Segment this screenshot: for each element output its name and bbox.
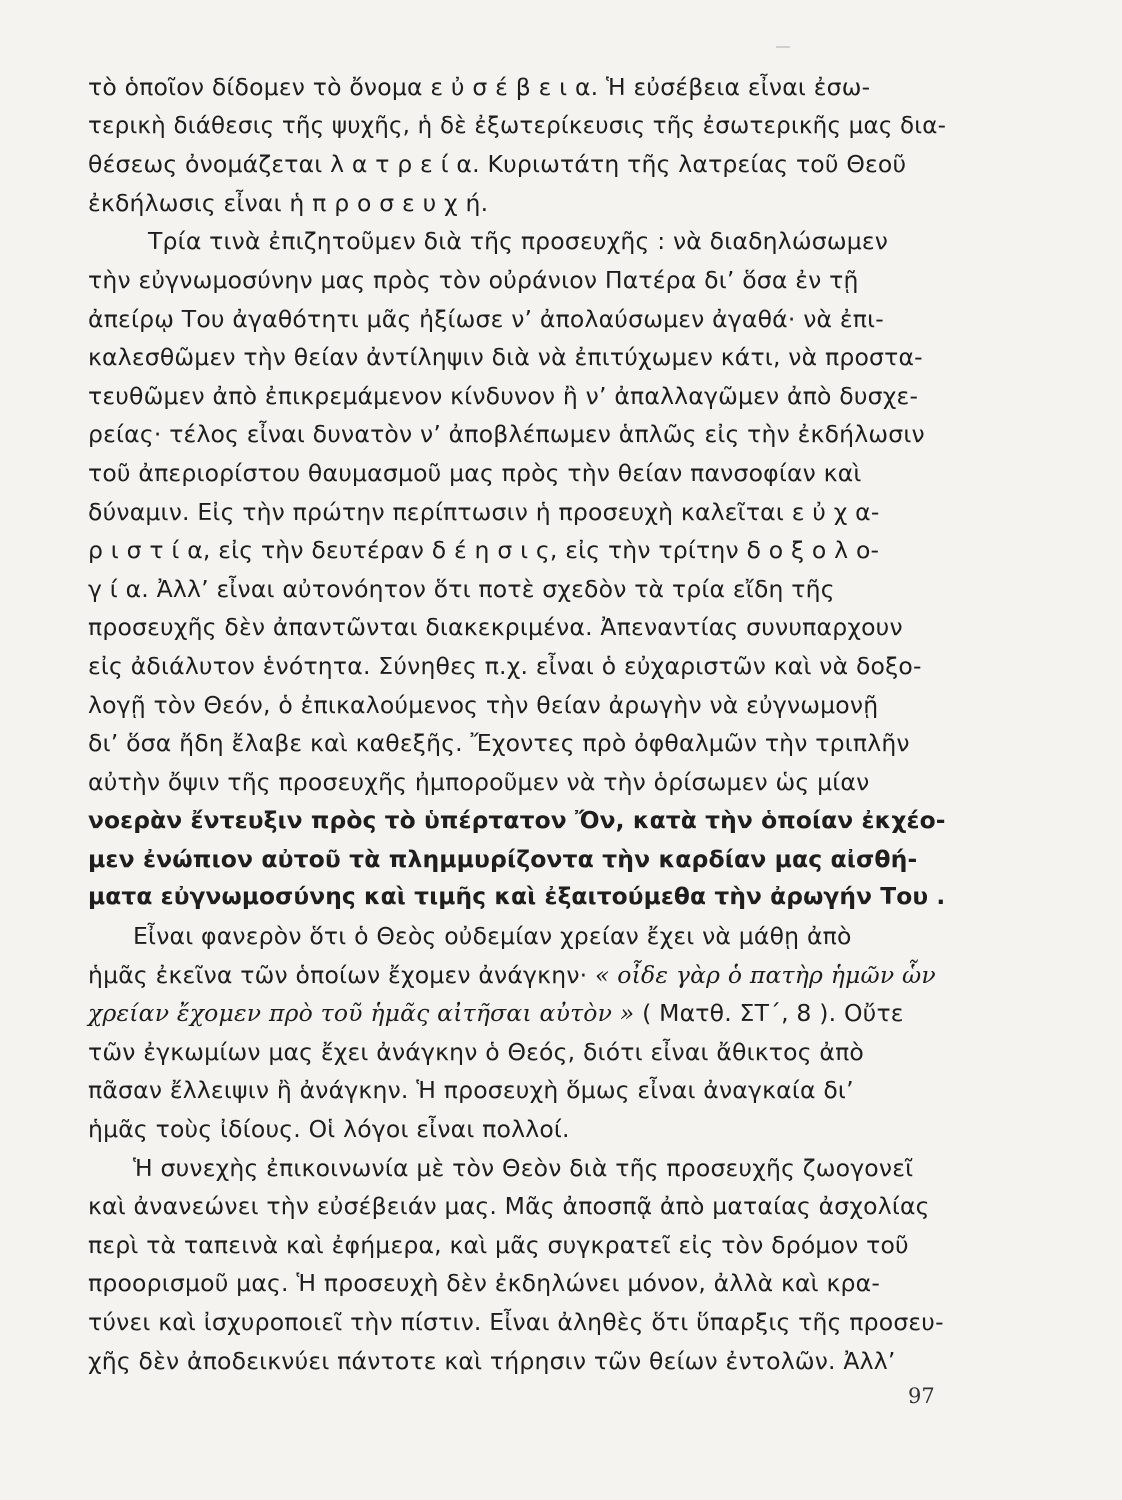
bold-text-line: ματα εὐγνωμοσύνης καὶ τιμῆς καὶ ἐξαιτούμεθα τὴν ἀρωγήν Του . [88, 883, 946, 911]
text-line: θέσεως ὀνομάζεται λ α τ ρ ε ί α. Κυριωτάτη τῆς λατρείας τοῦ Θεοῦ [88, 150, 907, 179]
text-line: χῆς δὲν ἀποδεικνύει πάντοτε καὶ τήρησιν τῶν θείων ἐντολῶν. Ἀλλ’ [88, 1346, 896, 1375]
text-line: καλεσθῶμεν τὴν θείαν ἀντίληψιν διὰ νὰ ἐπιτύχωμεν κάτι, νὰ προστα- [88, 343, 923, 372]
text-line: καὶ ἀνανεώνει τὴν εὐσέβειάν μας. Μᾶς ἀποσπᾷ ἀπὸ ματαίας ἀσχολίας [88, 1192, 930, 1221]
text-line: τὴν εὐγνωμοσύνην μας πρὸς τὸν οὐράνιον Πατέρα δι’ ὅσα ἐν τῇ [88, 265, 859, 294]
text-line: προσευχῆς δὲν ἀπαντῶνται διακεκριμένα. Ἀπεναντίας συνυπαρχουν [88, 613, 903, 642]
text-line: προορισμοῦ μας. Ἡ προσευχὴ δὲν ἐκδηλώνει μόνον, ἀλλὰ καὶ κρα- [88, 1269, 881, 1298]
text-line: τοῦ ἀπεριορίστου θαυμασμοῦ μας πρὸς τὴν θείαν πανσοφίαν καὶ [88, 458, 862, 487]
scripture-quote: « οἶδε γὰρ ὁ πατὴρ ἡμῶν ὧν [594, 960, 936, 989]
text-line: ἐκδήλωσις εἶναι ἡ π ρ ο σ ε υ χ ή. [88, 188, 489, 217]
text-line: ἡμᾶς τοὺς ἰδίους. Οἱ λόγοι εἶναι πολλοί. [88, 1115, 570, 1144]
text-line: δι’ ὅσα ἤδη ἔλαβε καὶ καθεξῆς. Ἔχοντες πρὸ ὀφθαλμῶν τὴν τριπλῆν [88, 729, 910, 758]
text-line: τερικὴ διάθεσις τῆς ψυχῆς, ἡ δὲ ἐξωτερίκευσις τῆς ἐσωτερικῆς μας δια- [88, 112, 947, 139]
text-line: λογῇ τὸν Θεόν, ὁ ἐπικαλούμενος τὴν θείαν ἀρωγὴν νὰ εὐγνωμονῇ [88, 690, 879, 719]
text-line: τευθῶμεν ἀπὸ ἐπικρεμάμενον κίνδυνον ἢ ν’ ἀπαλλαγῶμεν ἀπὸ δυσχε- [88, 381, 919, 410]
paragraph-start-line: Τρία τινὰ ἐπιζητοῦμεν διὰ τῆς προσευχῆς : νὰ διαδηλώσωμεν [148, 227, 889, 256]
text-line: τὸ ὁποῖον δίδομεν τὸ ὄνομα ε ὐ σ έ β ε ι α. Ἡ εὐσέβεια εἶναι ἐσω- [88, 73, 871, 101]
text-line [88, 994, 946, 1033]
bold-text-line: μεν ἐνώπιον αὐτοῦ τὰ πλημμυρίζοντα τὴν καρδίαν μας αἰσθή- [88, 844, 918, 873]
paragraph-start-line: Εἶναι φανερὸν ὅτι ὁ Θεὸς οὐδεμίαν χρείαν ἔχει νὰ μάθῃ ἀπὸ [133, 922, 852, 951]
body-text [88, 68, 946, 1380]
text-line: εἰς ἀδιάλυτον ἑνότητα. Σύνηθες π.χ. εἶναι ὁ εὐχαριστῶν καὶ νὰ δοξο- [88, 651, 922, 680]
bold-text-line: νοερὰν ἔντευξιν πρὸς τὸ ὑπέρτατον Ὄν, κατὰ τὴν ὁποίαν ἐκχέο- [88, 806, 946, 835]
paragraph-start-line: Ἡ συνεχὴς ἐπικοινωνία μὲ τὸν Θεὸν διὰ τῆς προσευχῆς ζωογονεῖ [133, 1153, 914, 1182]
text-line: τύνει καὶ ἰσχυροποιεῖ τὴν πίστιν. Εἶναι ἀληθὲς ὅτι ὕπαρξις τῆς προσευ- [88, 1308, 944, 1336]
text-line: περὶ τὰ ταπεινὰ καὶ ἐφήμερα, καὶ μᾶς συγκρατεῖ εἰς τὸν δρόμον τοῦ [88, 1230, 909, 1259]
text-line: αὐτὴν ὄψιν τῆς προσευχῆς ἠμποροῦμεν νὰ τὴν ὁρίσωμεν ὡς μίαν [88, 767, 870, 796]
text-line: γ ί α. Ἀλλ’ εἶναι αὐτονόητον ὅτι ποτὲ σχεδὸν τὰ τρία εἴδη τῆς [88, 574, 835, 603]
scripture-reference: ( Ματθ. ΣΤ΄, 8 ). Οὔτε [642, 999, 904, 1028]
text-line: ἀπείρῳ Του ἀγαθότητι μᾶς ἠξίωσε ν’ ἀπολαύσωμεν ἀγαθά· νὰ ἐπι- [88, 304, 884, 333]
text-line: ρείας· τέλος εἶναι δυνατὸν ν’ ἀποβλέπωμεν ἁπλῶς εἰς τὴν ἐκδήλωσιν [88, 420, 925, 449]
text-segment: ἡμᾶς ἐκεῖνα τῶν ὁποίων ἔχομεν ἀνάγκην· [88, 960, 588, 989]
text-line [88, 956, 946, 995]
text-line: τῶν ἐγκωμίων μας ἔχει ἀνάγκην ὁ Θεός, διότι εἶναι ἄθικτος ἀπὸ [88, 1037, 865, 1066]
text-line: ρ ι σ τ ί α, εἰς τὴν δευτέραν δ έ η σ ι ς, εἰς τὴν τρίτην δ ο ξ ο λ ο- [88, 536, 880, 565]
text-line: πᾶσαν ἔλλειψιν ἢ ἀνάγκην. Ἡ προσευχὴ ὅμως εἶναι ἀναγκαία δι’ [88, 1076, 854, 1105]
scripture-quote: χρείαν ἔχομεν πρὸ τοῦ ἡμᾶς αἰτῆσαι αὐτὸν » [88, 999, 635, 1028]
page-number: 97 [908, 1384, 935, 1408]
scan-speck [776, 46, 790, 48]
text-line: δύναμιν. Εἰς τὴν πρώτην περίπτωσιν ἡ προσευχὴ καλεῖται ε ὐ χ α- [88, 497, 880, 526]
